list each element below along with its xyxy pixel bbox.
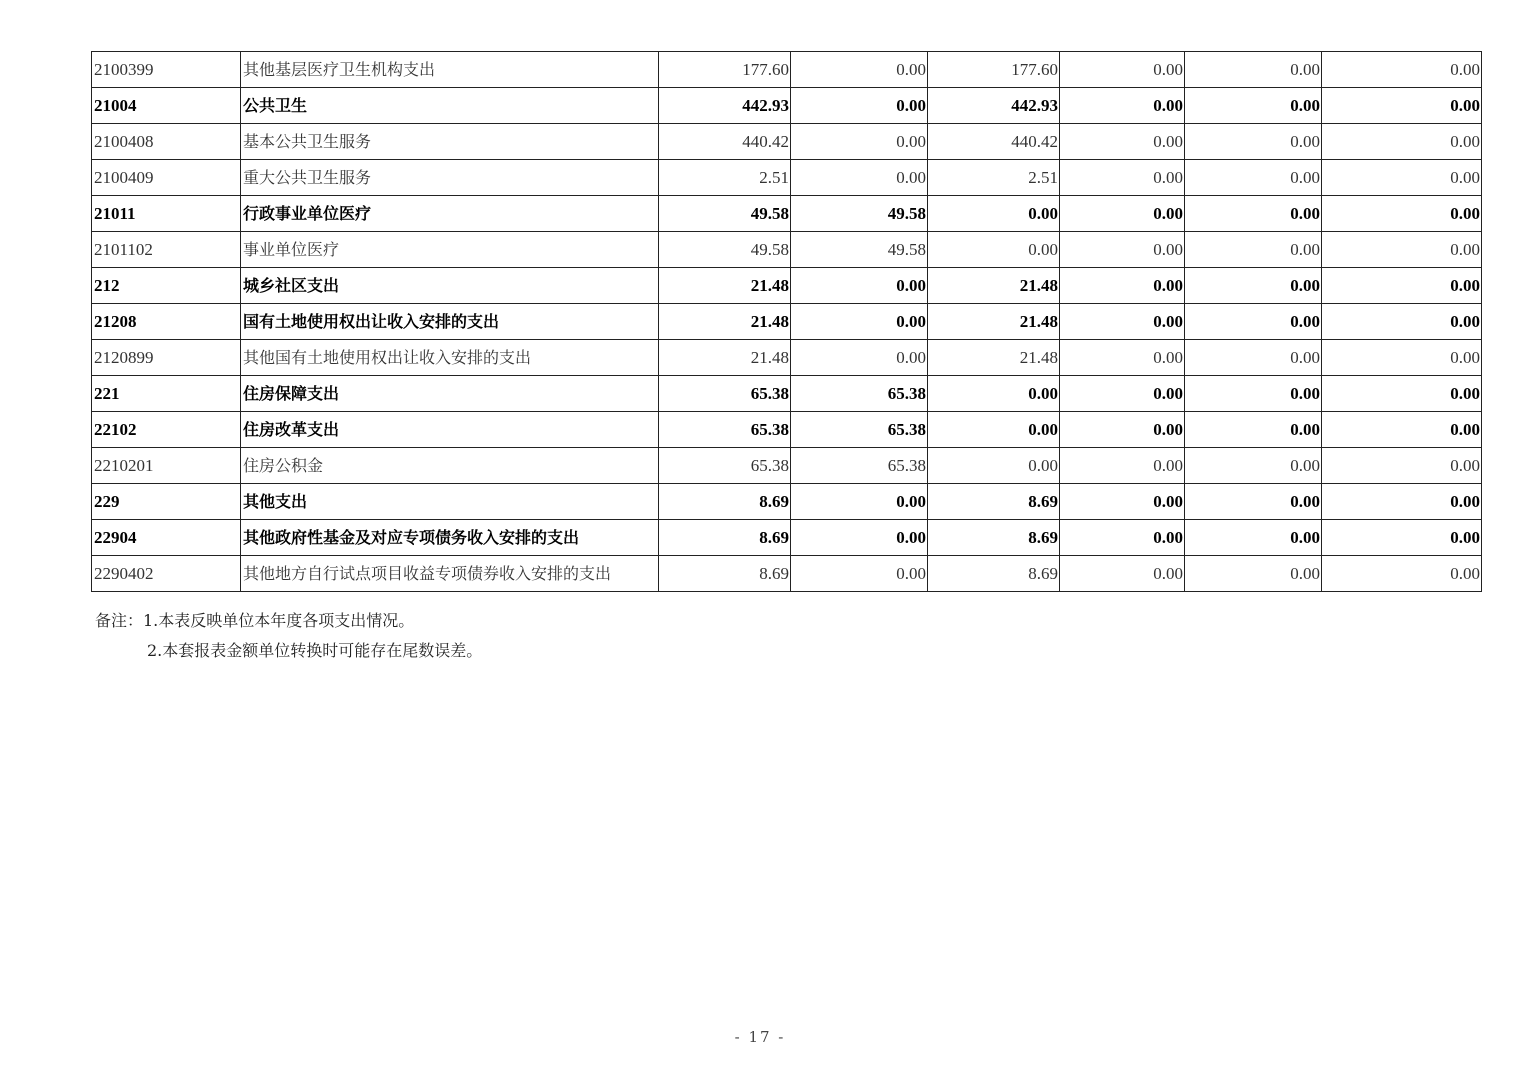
value-cell-4: 0.00 <box>1060 196 1185 232</box>
subject-code-cell: 2101102 <box>92 232 241 268</box>
value-cell-4: 0.00 <box>1060 556 1185 592</box>
table-row <box>92 88 1482 124</box>
project-expenditure-cell: 2.51 <box>928 160 1060 196</box>
table-row <box>92 376 1482 412</box>
value-cell-6: 0.00 <box>1322 412 1482 448</box>
subject-code-cell: 21208 <box>92 304 241 340</box>
expenditure-table <box>91 51 1482 592</box>
value-cell-6: 0.00 <box>1322 376 1482 412</box>
value-cell-4: 0.00 <box>1060 160 1185 196</box>
value-cell-5: 0.00 <box>1185 376 1322 412</box>
note-line-2: 2.本套报表金额单位转换时可能存在尾数误差。 <box>147 641 483 660</box>
subject-name-cell: 重大公共卫生服务 <box>241 160 659 196</box>
value-cell-6: 0.00 <box>1322 268 1482 304</box>
basic-expenditure-cell: 0.00 <box>791 484 928 520</box>
project-expenditure-cell: 177.60 <box>928 52 1060 88</box>
total-cell: 49.58 <box>659 196 791 232</box>
basic-expenditure-cell: 49.58 <box>791 196 928 232</box>
subject-code-cell: 2100399 <box>92 52 241 88</box>
total-cell: 21.48 <box>659 340 791 376</box>
subject-name-cell: 行政事业单位医疗 <box>241 196 659 232</box>
subject-name-cell: 城乡社区支出 <box>241 268 659 304</box>
table-row <box>92 196 1482 232</box>
basic-expenditure-cell: 0.00 <box>791 304 928 340</box>
total-cell: 65.38 <box>659 448 791 484</box>
value-cell-5: 0.00 <box>1185 412 1322 448</box>
subject-code-cell: 2290402 <box>92 556 241 592</box>
basic-expenditure-cell: 0.00 <box>791 88 928 124</box>
subject-code-cell: 229 <box>92 484 241 520</box>
project-expenditure-cell: 0.00 <box>928 232 1060 268</box>
value-cell-4: 0.00 <box>1060 88 1185 124</box>
project-expenditure-cell: 21.48 <box>928 304 1060 340</box>
value-cell-5: 0.00 <box>1185 160 1322 196</box>
project-expenditure-cell: 8.69 <box>928 484 1060 520</box>
value-cell-6: 0.00 <box>1322 556 1482 592</box>
subject-code-cell: 2100409 <box>92 160 241 196</box>
value-cell-4: 0.00 <box>1060 520 1185 556</box>
total-cell: 65.38 <box>659 412 791 448</box>
value-cell-4: 0.00 <box>1060 304 1185 340</box>
total-cell: 21.48 <box>659 268 791 304</box>
value-cell-6: 0.00 <box>1322 196 1482 232</box>
value-cell-4: 0.00 <box>1060 268 1185 304</box>
project-expenditure-cell: 8.69 <box>928 520 1060 556</box>
subject-code-cell: 212 <box>92 268 241 304</box>
basic-expenditure-cell: 0.00 <box>791 268 928 304</box>
table-row <box>92 304 1482 340</box>
total-cell: 440.42 <box>659 124 791 160</box>
value-cell-4: 0.00 <box>1060 376 1185 412</box>
subject-code-cell: 2210201 <box>92 448 241 484</box>
table-row <box>92 268 1482 304</box>
subject-name-cell: 住房公积金 <box>241 448 659 484</box>
project-expenditure-cell: 0.00 <box>928 412 1060 448</box>
subject-code-cell: 22904 <box>92 520 241 556</box>
basic-expenditure-cell: 65.38 <box>791 448 928 484</box>
subject-name-cell: 其他地方自行试点项目收益专项债券收入安排的支出 <box>241 556 659 592</box>
notes-block <box>95 606 482 666</box>
value-cell-6: 0.00 <box>1322 340 1482 376</box>
table-row <box>92 520 1482 556</box>
total-cell: 8.69 <box>659 556 791 592</box>
value-cell-5: 0.00 <box>1185 124 1322 160</box>
table-row <box>92 340 1482 376</box>
subject-name-cell: 事业单位医疗 <box>241 232 659 268</box>
value-cell-4: 0.00 <box>1060 52 1185 88</box>
total-cell: 8.69 <box>659 520 791 556</box>
subject-name-cell: 其他基层医疗卫生机构支出 <box>241 52 659 88</box>
value-cell-5: 0.00 <box>1185 520 1322 556</box>
subject-name-cell: 国有土地使用权出让收入安排的支出 <box>241 304 659 340</box>
value-cell-6: 0.00 <box>1322 160 1482 196</box>
table-body <box>92 52 1482 592</box>
subject-name-cell: 其他政府性基金及对应专项债务收入安排的支出 <box>241 520 659 556</box>
value-cell-6: 0.00 <box>1322 520 1482 556</box>
subject-name-cell: 公共卫生 <box>241 88 659 124</box>
project-expenditure-cell: 0.00 <box>928 448 1060 484</box>
value-cell-5: 0.00 <box>1185 448 1322 484</box>
table-row <box>92 160 1482 196</box>
note-line-1: 备注：1.本表反映单位本年度各项支出情况。 <box>95 611 415 630</box>
value-cell-5: 0.00 <box>1185 232 1322 268</box>
basic-expenditure-cell: 0.00 <box>791 52 928 88</box>
subject-code-cell: 221 <box>92 376 241 412</box>
total-cell: 442.93 <box>659 88 791 124</box>
value-cell-5: 0.00 <box>1185 52 1322 88</box>
subject-code-cell: 22102 <box>92 412 241 448</box>
basic-expenditure-cell: 0.00 <box>791 160 928 196</box>
subject-name-cell: 其他支出 <box>241 484 659 520</box>
page-number: - 17 - <box>734 1028 786 1046</box>
value-cell-5: 0.00 <box>1185 88 1322 124</box>
total-cell: 21.48 <box>659 304 791 340</box>
subject-code-cell: 2100408 <box>92 124 241 160</box>
value-cell-6: 0.00 <box>1322 52 1482 88</box>
subject-code-cell: 21004 <box>92 88 241 124</box>
project-expenditure-cell: 21.48 <box>928 268 1060 304</box>
value-cell-5: 0.00 <box>1185 268 1322 304</box>
value-cell-6: 0.00 <box>1322 484 1482 520</box>
value-cell-4: 0.00 <box>1060 484 1185 520</box>
total-cell: 65.38 <box>659 376 791 412</box>
value-cell-5: 0.00 <box>1185 340 1322 376</box>
basic-expenditure-cell: 65.38 <box>791 376 928 412</box>
table-row <box>92 556 1482 592</box>
value-cell-6: 0.00 <box>1322 124 1482 160</box>
subject-code-cell: 21011 <box>92 196 241 232</box>
value-cell-4: 0.00 <box>1060 448 1185 484</box>
table-row <box>92 484 1482 520</box>
value-cell-5: 0.00 <box>1185 484 1322 520</box>
value-cell-6: 0.00 <box>1322 88 1482 124</box>
total-cell: 2.51 <box>659 160 791 196</box>
subject-name-cell: 基本公共卫生服务 <box>241 124 659 160</box>
project-expenditure-cell: 21.48 <box>928 340 1060 376</box>
subject-code-cell: 2120899 <box>92 340 241 376</box>
subject-name-cell: 住房改革支出 <box>241 412 659 448</box>
basic-expenditure-cell: 49.58 <box>791 232 928 268</box>
value-cell-6: 0.00 <box>1322 232 1482 268</box>
total-cell: 8.69 <box>659 484 791 520</box>
value-cell-4: 0.00 <box>1060 340 1185 376</box>
project-expenditure-cell: 8.69 <box>928 556 1060 592</box>
project-expenditure-cell: 0.00 <box>928 376 1060 412</box>
basic-expenditure-cell: 0.00 <box>791 124 928 160</box>
subject-name-cell: 其他国有土地使用权出让收入安排的支出 <box>241 340 659 376</box>
value-cell-4: 0.00 <box>1060 124 1185 160</box>
value-cell-4: 0.00 <box>1060 232 1185 268</box>
project-expenditure-cell: 440.42 <box>928 124 1060 160</box>
value-cell-5: 0.00 <box>1185 196 1322 232</box>
table-row <box>92 52 1482 88</box>
table-row <box>92 448 1482 484</box>
project-expenditure-cell: 0.00 <box>928 196 1060 232</box>
value-cell-5: 0.00 <box>1185 304 1322 340</box>
total-cell: 49.58 <box>659 232 791 268</box>
basic-expenditure-cell: 65.38 <box>791 412 928 448</box>
table-row <box>92 124 1482 160</box>
value-cell-4: 0.00 <box>1060 412 1185 448</box>
table-row <box>92 232 1482 268</box>
total-cell: 177.60 <box>659 52 791 88</box>
value-cell-6: 0.00 <box>1322 448 1482 484</box>
table-row <box>92 412 1482 448</box>
basic-expenditure-cell: 0.00 <box>791 556 928 592</box>
value-cell-5: 0.00 <box>1185 556 1322 592</box>
project-expenditure-cell: 442.93 <box>928 88 1060 124</box>
subject-name-cell: 住房保障支出 <box>241 376 659 412</box>
basic-expenditure-cell: 0.00 <box>791 520 928 556</box>
basic-expenditure-cell: 0.00 <box>791 340 928 376</box>
value-cell-6: 0.00 <box>1322 304 1482 340</box>
